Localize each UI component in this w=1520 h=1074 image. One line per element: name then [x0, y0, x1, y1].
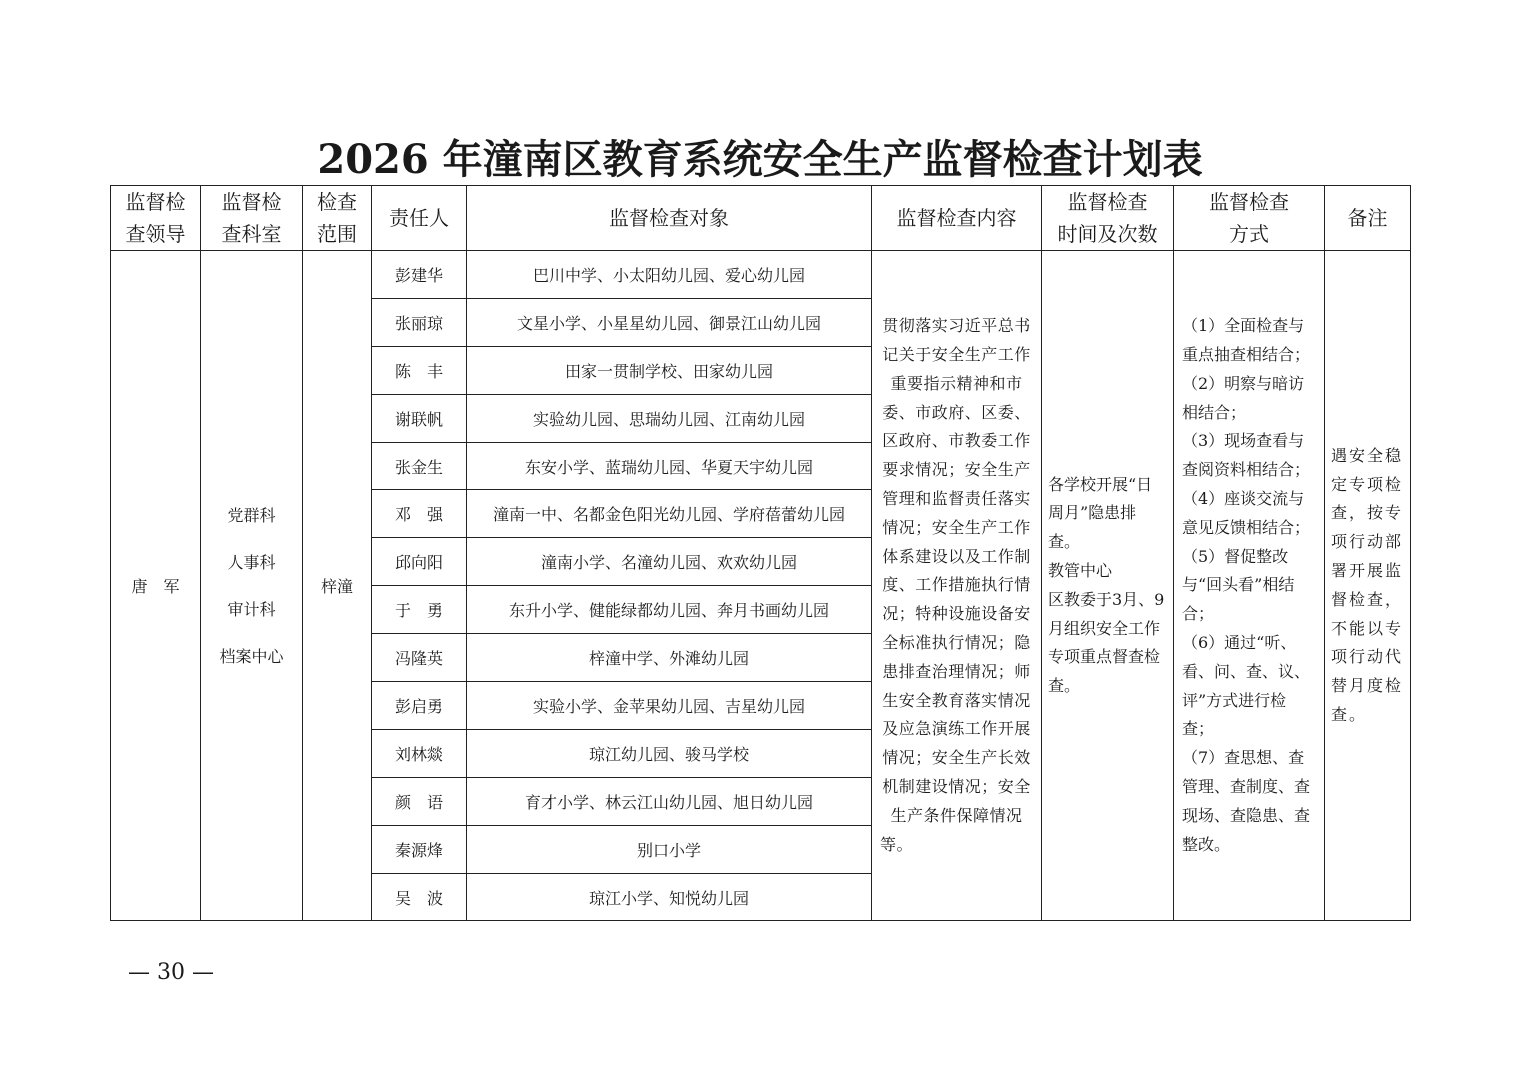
person-cell: 颜 语: [372, 777, 467, 825]
header-time: 监督检查 时间及次数: [1042, 186, 1174, 251]
person-cell: 刘林燚: [372, 729, 467, 777]
person-cell: 邱向阳: [372, 538, 467, 586]
page-number: — 30 —: [128, 960, 214, 985]
header-target: 监督检查对象: [467, 186, 872, 251]
person-cell: 秦源烽: [372, 825, 467, 873]
target-cell: 文星小学、小星星幼儿园、御景江山幼儿园: [467, 298, 872, 346]
target-cell: 育才小学、林云江山幼儿园、旭日幼儿园: [467, 777, 872, 825]
table-row: [111, 251, 1411, 299]
header-person: 责任人: [372, 186, 467, 251]
target-cell: 巴川中学、小太阳幼儿园、爱心幼儿园: [467, 251, 872, 299]
target-cell: 东安小学、蓝瑞幼儿园、华夏天宇幼儿园: [467, 442, 872, 490]
remark-cell: 遇安全稳定专项检查，按专项行动部署开展监督检查，不能以专项行动代替月度检查。: [1325, 251, 1411, 921]
target-cell: 琼江幼儿园、骏马学校: [467, 729, 872, 777]
page-title: 2026 年潼南区教育系统安全生产监督检查计划表: [317, 136, 1203, 183]
header-method: 监督检查 方式: [1174, 186, 1325, 251]
target-cell: 别口小学: [467, 825, 872, 873]
target-cell: 田家一贯制学校、田家幼儿园: [467, 346, 872, 394]
target-cell: 潼南小学、名潼幼儿园、欢欢幼儿园: [467, 538, 872, 586]
dept-cell: 党群科 人事科 审计科 档案中心: [201, 251, 303, 921]
person-cell: 彭启勇: [372, 682, 467, 730]
target-cell: 实验小学、金苹果幼儿园、吉星幼儿园: [467, 682, 872, 730]
header-remark: 备注: [1325, 186, 1411, 251]
target-cell: 实验幼儿园、思瑞幼儿园、江南幼儿园: [467, 394, 872, 442]
time-cell: 各学校开展“日周月”隐患排查。 教管中心 区教委于3月、9月组织安全工作专项重点督查检查。: [1042, 251, 1174, 921]
header-content: 监督检查内容: [872, 186, 1042, 251]
person-cell: 彭建华: [372, 251, 467, 299]
target-cell: 潼南一中、名都金色阳光幼儿园、学府蓓蕾幼儿园: [467, 490, 872, 538]
header-row: [111, 186, 1411, 251]
person-cell: 张丽琼: [372, 298, 467, 346]
header-leader: 监督检 查领导: [111, 186, 201, 251]
scope-cell: 梓潼: [303, 251, 372, 921]
target-cell: 东升小学、健能绿都幼儿园、奔月书画幼儿园: [467, 586, 872, 634]
leader-cell: 唐 军: [111, 251, 201, 921]
target-cell: 梓潼中学、外滩幼儿园: [467, 634, 872, 682]
person-cell: 吴 波: [372, 873, 467, 921]
header-scope: 检查 范围: [303, 186, 372, 251]
person-cell: 谢联帆: [372, 394, 467, 442]
content-cell: 贯彻落实习近平总书记关于安全生产工作重要指示精神和市委、市政府、区委、区政府、市教委工作要求情况；安全生产管理和监督责任落实情况；安全生产工作体系建设以及工作制度、工作措施执行情况；特种设施设备安全标准执行情况；隐患排查治理情况；师生安全教育落实情况及应急演练工作开展情况；安全生产长效机制建设情况；安全生产条件保障情况等。: [872, 251, 1042, 921]
target-cell: 琼江小学、知悦幼儿园: [467, 873, 872, 921]
plan-table: [110, 185, 1411, 921]
person-cell: 陈 丰: [372, 346, 467, 394]
method-cell: （1）全面检查与重点抽查相结合； （2）明察与暗访相结合； （3）现场查看与查阅资料相结合； （4）座谈交流与意见反馈相结合； （5）督促整改与“回头看”相结合； （6）通过“听、看、问、查、议、评”方式进行检查； （7）查思想、查管理、查制度、查现场、查隐患、查整改。: [1174, 251, 1325, 921]
person-cell: 张金生: [372, 442, 467, 490]
person-cell: 冯隆英: [372, 634, 467, 682]
header-dept: 监督检 查科室: [201, 186, 303, 251]
person-cell: 邓 强: [372, 490, 467, 538]
person-cell: 于 勇: [372, 586, 467, 634]
